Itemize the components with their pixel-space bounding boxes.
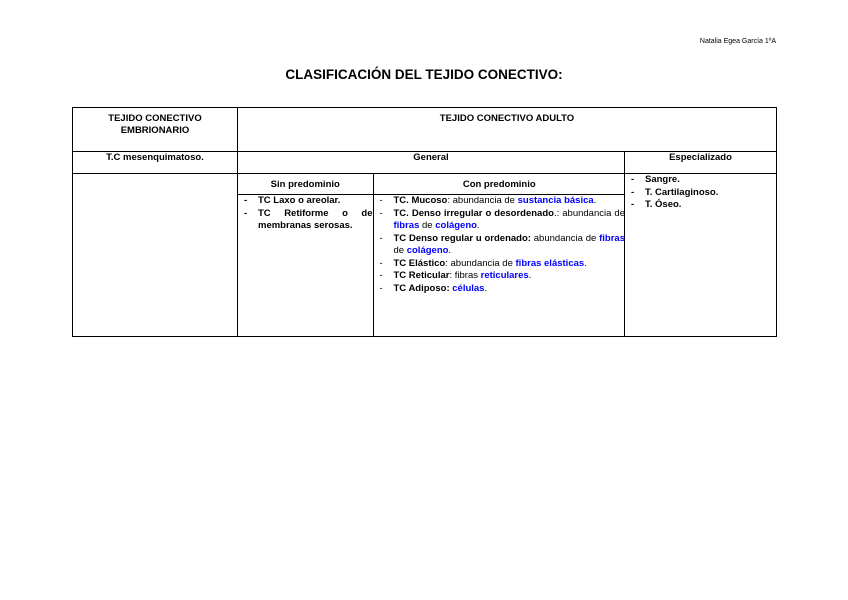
tissue-name: TC Denso regular u ordenado:: [393, 232, 531, 244]
header-adulto: TEJIDO CONECTIVO ADULTO: [238, 108, 777, 152]
especializado-list: [625, 174, 776, 212]
highlight-term: fibras: [599, 232, 625, 244]
list-item: [374, 208, 626, 233]
tissue-name: TC. Mucoso: [393, 195, 448, 206]
item-text: .: [484, 282, 488, 294]
sin-predominio-list: [238, 195, 373, 233]
item-text: .: [476, 220, 480, 231]
especializado-cell: [625, 174, 777, 337]
con-predominio-cell: [373, 195, 625, 337]
classification-table: [72, 107, 777, 337]
highlight-term: colágeno: [406, 245, 449, 256]
item-text: .: abundancia de: [553, 207, 625, 219]
highlight-term: reticulares: [480, 270, 529, 281]
tissue-name: TC Reticular: [393, 270, 450, 281]
list-item: [374, 283, 626, 296]
tissue-name: TC. Denso irregular o desordenado: [393, 207, 554, 219]
list-item: - T. Cartilaginoso.: [625, 187, 776, 200]
highlight-term: fibras elásticas: [515, 257, 585, 269]
item-text: abundancia de: [530, 232, 600, 244]
header-embrionario: TEJIDO CONECTIVO EMBRIONARIO: [73, 108, 238, 152]
highlight-term: células: [452, 282, 485, 294]
list-item: [374, 195, 626, 208]
cell-embrionario-empty: [73, 174, 238, 337]
item-text: de: [393, 245, 407, 256]
item-text: .: [593, 195, 597, 206]
tissue-name: TC Adiposo:: [393, 282, 450, 294]
subheader-con-predominio: Con predominio: [373, 174, 625, 195]
subheader-sin-predominio: Sin predominio: [238, 174, 373, 195]
list-item: - T. Óseo.: [625, 199, 776, 212]
sin-predominio-cell: [238, 195, 373, 337]
page-title: CLASIFICACIÓN DEL TEJIDO CONECTIVO:: [285, 67, 563, 82]
general-subtable: [238, 174, 625, 336]
header-general: General: [238, 152, 625, 174]
item-text: : abundancia de: [445, 257, 516, 269]
author-name: Natalia Egea García 1ºA: [699, 38, 776, 45]
list-item: [374, 233, 626, 258]
item-text: de: [419, 220, 436, 231]
highlight-term: sustancia básica: [517, 195, 594, 206]
list-item: - Sangre.: [625, 174, 776, 187]
general-subtable-cell: [238, 174, 625, 337]
highlight-term: colágeno: [435, 220, 477, 231]
list-item: [374, 270, 626, 283]
highlight-term: fibras: [393, 220, 420, 231]
item-text: .: [448, 245, 452, 256]
list-item: - TC Retiforme o de membranas serosas.: [238, 208, 373, 233]
list-item: [374, 258, 626, 271]
con-predominio-list: [374, 195, 626, 295]
item-text: : fibras: [449, 270, 481, 281]
tissue-name: TC Elástico: [393, 257, 446, 269]
item-text: .: [584, 257, 587, 269]
list-item: - TC Laxo o areolar.: [238, 195, 373, 208]
item-text: : abundancia de: [447, 195, 518, 206]
header-especializado: Especializado: [625, 152, 777, 174]
cell-mesenquimatoso: T.C mesenquimatoso.: [73, 152, 238, 174]
item-text: .: [528, 270, 532, 281]
